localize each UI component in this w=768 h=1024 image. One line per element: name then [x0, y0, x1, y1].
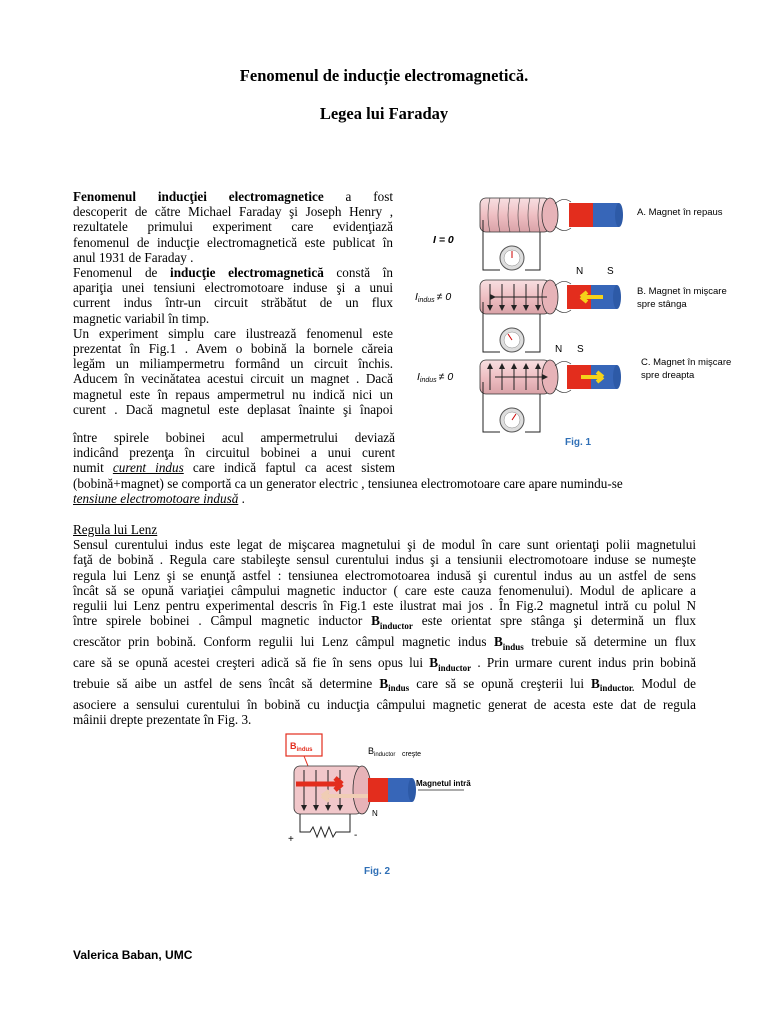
page-title: Fenomenul de inducție electromagnetică. — [239, 66, 529, 85]
text-line: apariţia unei tensiuni electromotoare induse şi a unui — [73, 280, 393, 296]
text-line: anul 1931 de Faraday . — [73, 249, 194, 265]
symbol-sub: indus — [388, 683, 410, 694]
magnet-red — [569, 203, 593, 227]
text-line: constă în — [323, 265, 393, 281]
text-line: care să se opună acestei creşteri adică să fie în sens opus lui — [73, 654, 430, 670]
text-line: Un experiment simplu care ilustrează fenomenul este — [73, 325, 393, 341]
text-line: între spirele bobinei acul ampermetrului deviază — [73, 430, 395, 445]
setup-b — [480, 266, 621, 352]
figure-2-caption: Fig. 2 — [364, 866, 391, 877]
label-miscare-dreapta-2: spre dreapta — [641, 370, 695, 381]
text-line: (bobină+magnet) se comportă ca un generator electric , tensiunea electromotoare care apare numindu-se — [73, 476, 623, 491]
symbol-b: B — [493, 634, 503, 650]
text-line: Fenomenul de — [73, 265, 171, 281]
text-line: . Prin urmare curent indus prin bobină — [471, 654, 696, 670]
text-line: prezentat în Fig.1 . Avem o bobină la bornele căreia — [73, 341, 393, 357]
lenz-section — [73, 522, 696, 727]
text-line: curent . Dacă magnetul este deplasat înainte şi înapoi — [73, 401, 393, 417]
bold-term: inducţie electromagnetică — [170, 265, 324, 281]
experiment-paragraph-end — [73, 476, 696, 506]
text-line: trebuie să determine un flux — [523, 634, 696, 650]
intro-bold-term: Fenomenul inducţiei electromagnetice — [73, 189, 324, 204]
figure-1 — [405, 180, 750, 450]
magnet-red — [368, 778, 388, 802]
text-line: Modul de — [634, 675, 696, 691]
label-miscare-dreapta-1: C. Magnet în mişcare — [641, 357, 732, 368]
text-line: faţă de bobină . Regula care stabileşte sensul curentului indus şi a tensiunii electromotoare induse se numeşte — [73, 552, 696, 568]
label-magnet-repaus: A. Magnet în repaus — [637, 207, 723, 218]
resistor-circuit — [300, 814, 350, 837]
label-i-zero: I = 0 — [433, 234, 454, 246]
text-line: current indus într-un circuit străbătut de un flux — [73, 295, 393, 311]
symbol-sub: inductor. — [599, 683, 635, 694]
label-i-indus-c: Iindus ≠ 0 — [417, 371, 454, 384]
text-line: trebuie să aibe un astfel de sens încât să determine — [73, 675, 380, 691]
page-subtitle: Legea lui Faraday — [319, 104, 449, 123]
creste-label: creşte — [402, 751, 422, 758]
label-i-indus-b: Iindus ≠ 0 — [415, 291, 452, 304]
symbol-b: B — [371, 613, 380, 629]
text-line: legăm un miliampermetru formând un circuit închis. — [73, 356, 393, 372]
b-indus-label: $B_{indus}$ — [290, 741, 313, 753]
term-curent-indus: curent indus — [112, 460, 184, 476]
text-line: indicând prezenţa în circuitul bobinei a unui curent — [73, 445, 395, 461]
setup-a — [480, 198, 623, 270]
text-line: a fost — [323, 189, 393, 204]
b-inductor-label: $B_{inductor}$ — [368, 746, 396, 758]
minus-sign: - — [354, 830, 358, 841]
label-miscare-stanga-2: spre stânga — [637, 299, 687, 310]
text-line: mâinii drepte prezentate în Fig. 3. — [73, 711, 252, 727]
text-line: Sensul curentului indus este legat de mişcarea magnetului şi de modul în care sunt orientaţi polii magnetului — [73, 537, 696, 553]
intro-paragraph — [73, 189, 393, 417]
pole-s: S — [577, 344, 584, 355]
coil — [480, 198, 550, 232]
symbol-sub: indus — [502, 641, 524, 652]
text-line: regula lui Lenz şi se enunţă astfel : tensiunea electromotoarea indusă şi curentul indus au un astfel de sens — [73, 567, 696, 583]
lenz-heading: Regula lui Lenz — [73, 522, 158, 537]
text-line: fenomenul de inducţie electromagnetică este publicat în — [73, 234, 393, 250]
text-line: crescător prin bobină. Conform regulii lui Lenz câmpul magnetic indus — [73, 634, 494, 650]
figure-1-caption: Fig. 1 — [565, 437, 592, 448]
symbol-b: B — [591, 675, 600, 691]
text-line: . — [238, 491, 245, 507]
label-miscare-stanga-1: B. Magnet în mişcare — [637, 286, 727, 297]
text-line: asociere a sensului curentului în bobină cu inducţia câmpului magnetic generat de acesta este dat de regula — [73, 696, 696, 712]
text-line: numit — [73, 460, 113, 476]
figure-2 — [280, 728, 510, 888]
term-tensiune-indusa: tensiune electromotoare indusă — [73, 491, 239, 507]
symbol-sub: inductor — [438, 662, 472, 673]
text-line: rezultatele primului experiment care evidenţiază — [73, 219, 393, 235]
text-line: între spirele bobinei . Câmpul magnetic inductor — [73, 613, 372, 629]
text-line: descoperit de către Michael Faraday şi Joseph Henry , — [73, 204, 393, 220]
pole-n: N — [555, 344, 563, 355]
pole-s: S — [607, 266, 614, 277]
text-line: magnetul este în repaus ampermetrul nu indică nici un — [73, 386, 393, 402]
setup-c — [480, 344, 621, 432]
pole-n: N — [576, 266, 584, 277]
text-line: încât să se opună variaţiei câmpului magnetic inductor ( care este cauza fenomenului). Modul de aplicare a — [73, 582, 696, 598]
text-line: regulii lui Lenz pentru experimental descris în Fig.1 este ilustrat mai jos . În Fig.2 magnetul intră cu polul N — [73, 598, 696, 614]
footer-author: Valerica Baban, UMC — [73, 948, 193, 962]
text-line: care să se opună creşterii lui — [409, 675, 592, 691]
experiment-paragraph-cont — [73, 430, 395, 476]
text-line: este orientat spre stânga şi determină un flux — [412, 613, 696, 629]
magnet-label: Magnetul intră — [416, 779, 471, 788]
symbol-sub: inductor — [379, 620, 413, 631]
symbol-b: B — [429, 654, 439, 670]
plus-sign: + — [288, 834, 294, 845]
text-line: care indică faptul ca acest sistem — [183, 460, 395, 476]
pole-n: N — [372, 809, 378, 818]
symbol-b: B — [379, 675, 389, 691]
text-line: magnetic variabil în timp. — [73, 310, 210, 326]
text-line: Aducem în vecinătatea acestui circuit un magnet . Dacă — [73, 371, 393, 387]
